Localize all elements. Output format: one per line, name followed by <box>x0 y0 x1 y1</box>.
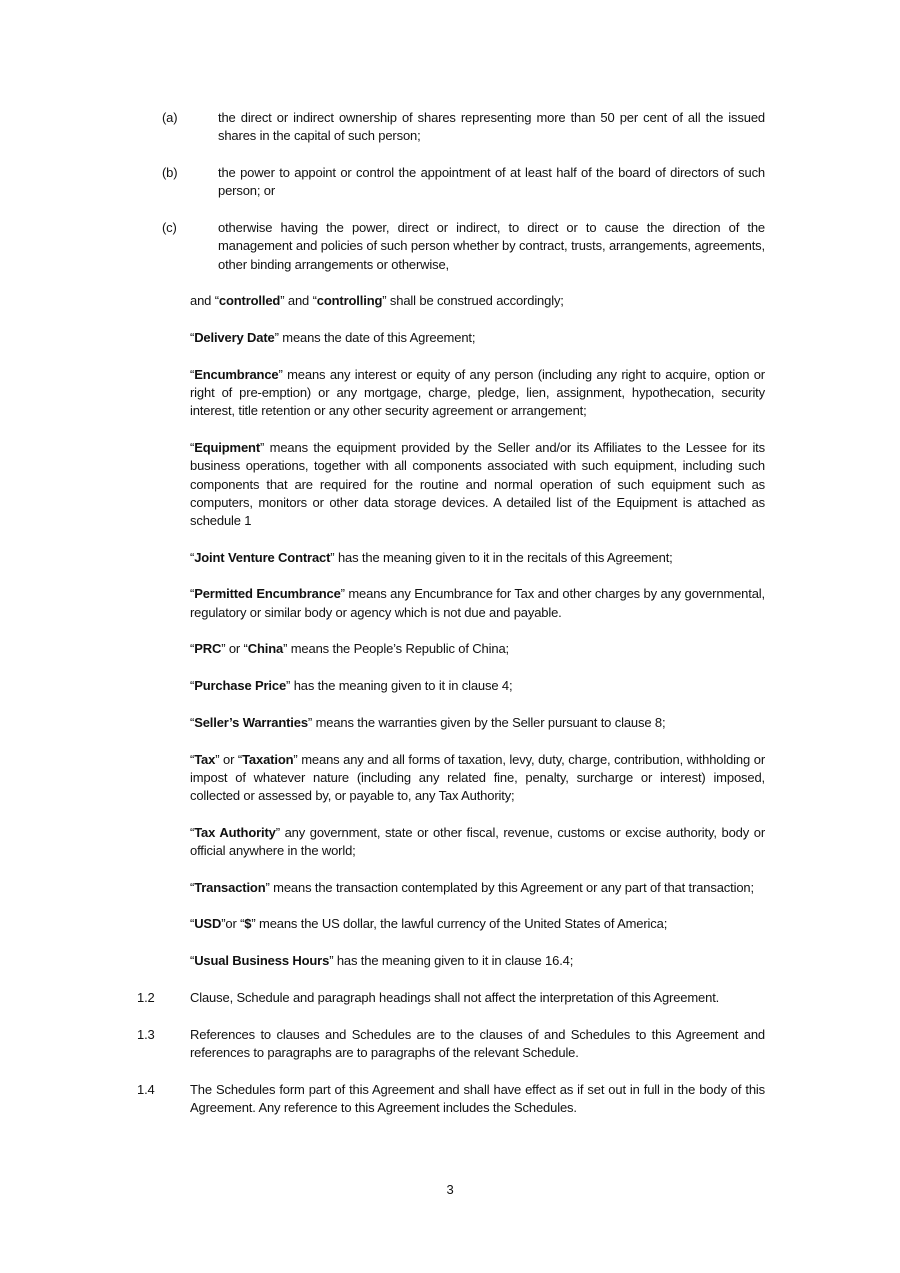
definition <box>190 677 765 695</box>
sub-item <box>162 219 765 274</box>
defined-term: Seller’s Warranties <box>194 714 308 730</box>
definition-text: ” has the meaning given to it in clause 4; <box>286 678 513 694</box>
definition-text: ” or “ <box>221 641 248 657</box>
definition-text: and “ <box>190 293 219 309</box>
sub-item-label: (b) <box>162 164 178 180</box>
defined-term: Tax Authority <box>194 824 276 840</box>
clause-text: References to clauses and Schedules are to the clauses of and Schedules to this Agreement and references to paragraphs are to paragraphs of the relevant Schedule. <box>190 1026 765 1060</box>
defined-term: Encumbrance <box>194 366 279 382</box>
sub-item <box>162 109 765 146</box>
definition <box>190 549 765 567</box>
definition <box>190 640 765 658</box>
definition-text: ” any government, state or other fiscal, revenue, customs or excise authority, body or official anywhere in the world; <box>190 824 765 859</box>
definition-text: ” means the US dollar, the lawful currency of the United States of America; <box>251 916 668 932</box>
definition-text: ” means any Encumbrance for Tax and other charges by any governmental, regulatory or similar body or agency which is not due and payable. <box>190 586 765 620</box>
document-body <box>0 109 900 1136</box>
definition <box>190 824 765 861</box>
definition <box>190 751 765 806</box>
definition-text: “ <box>190 824 195 840</box>
clause-number: 1.3 <box>137 1026 155 1042</box>
definition-text: “ <box>190 641 195 657</box>
definition-text: “ <box>190 879 195 895</box>
definition <box>190 292 765 310</box>
definition <box>190 952 765 970</box>
definition-text: “ <box>190 586 195 602</box>
definition-text: ” means the date of this Agreement; <box>274 329 476 345</box>
sub-item-text: the power to appoint or control the appointment of at least half of the board of directors of such person; or <box>218 164 765 199</box>
sub-item-text: the direct or indirect ownership of shares representing more than 50 per cent of all the issued shares in the capital of such person; <box>218 110 765 144</box>
defined-term: Tax <box>194 751 216 767</box>
clause-number: 1.4 <box>137 1081 155 1097</box>
defined-term: Taxation <box>242 751 294 767</box>
page-number: 3 <box>446 1182 454 1197</box>
definition-text: ” has the meaning given to it in the recitals of this Agreement; <box>330 549 673 565</box>
definition-text: ” and “ <box>280 293 317 309</box>
sub-item-label: (a) <box>162 110 178 125</box>
defined-term: PRC <box>194 641 222 657</box>
definition-text: ” means the warranties given by the Seller pursuant to clause 8; <box>307 714 666 730</box>
definition <box>190 366 765 421</box>
defined-term: controlling <box>316 293 383 309</box>
definition <box>190 915 765 933</box>
definition-text: “ <box>190 329 195 345</box>
definition-text: ” means the equipment provided by the Seller and/or its Affiliates to the Lessee for its business operations, together with all components associated with such equipment, including such components that are required for the routine and normal operation of such equipment such as computers, monitors or other data storage devices. A detailed list of the Equipment is attached as schedule 1 <box>190 439 765 529</box>
clause-number: 1.2 <box>137 989 155 1005</box>
defined-term: Purchase Price <box>194 678 287 694</box>
definition <box>190 439 765 530</box>
definition-text: ” has the meaning given to it in clause 16.4; <box>329 953 574 969</box>
definition <box>190 585 765 622</box>
definition-text: “ <box>190 916 195 932</box>
definition <box>190 329 765 347</box>
definition-text: ” means any and all forms of taxation, levy, duty, charge, contribution, withholding or impost of whatever nature (including any related fine, penalty, surcharge or interest) imposed, collected or assessed by, or payable to, any Tax Authority; <box>190 751 765 804</box>
definition-text: ” means the People’s Republic of China; <box>283 641 509 657</box>
defined-term: China <box>247 641 284 657</box>
definition-text: “ <box>190 953 195 969</box>
defined-term: controlled <box>218 293 281 309</box>
clause-text: Clause, Schedule and paragraph headings shall not affect the interpretation of this Agreement. <box>190 989 720 1005</box>
definition-text: ” shall be construed accordingly; <box>382 293 564 309</box>
defined-term: $ <box>244 916 252 932</box>
sub-item-label: (c) <box>162 219 177 235</box>
sub-item-text: otherwise having the power, direct or indirect, to direct or to cause the direction of the management and policies of such person whether by contract, trusts, arrangements, agreements, other binding arrangements or otherwise, <box>218 219 765 272</box>
clause <box>137 1026 765 1063</box>
clause <box>137 989 765 1007</box>
defined-term: Equipment <box>194 439 261 455</box>
sub-item <box>162 164 765 201</box>
definition-text: ” or “ <box>215 751 243 767</box>
definition-text: “ <box>190 751 195 767</box>
definition <box>190 879 765 897</box>
clause-text: The Schedules form part of this Agreement and shall have effect as if set out in full in the body of this Agreement. Any reference to this Agreement includes the Schedules. <box>190 1081 765 1115</box>
defined-term: Permitted Encumbrance <box>194 586 341 602</box>
definition-text: ”or “ <box>221 916 245 932</box>
definition-text: “ <box>190 678 195 694</box>
defined-term: Delivery Date <box>194 329 275 345</box>
defined-term: Transaction <box>194 879 266 895</box>
definition-text: “ <box>190 366 195 382</box>
defined-term: USD <box>194 916 222 932</box>
definition-text: ” means any interest or equity of any person (including any right to acquire, option or right of pre-emption) or any mortgage, charge, pledge, lien, assignment, hypothecation, security interest, title retention or any other security agreement or arrangement; <box>190 366 765 419</box>
defined-term: Usual Business Hours <box>194 953 330 969</box>
definition <box>190 714 765 732</box>
definition-text: ” means the transaction contemplated by this Agreement or any part of that transaction; <box>265 879 754 895</box>
definition-text: “ <box>190 714 195 730</box>
definition-text: “ <box>190 439 195 455</box>
clause <box>137 1081 765 1118</box>
definition-text: “ <box>190 549 195 565</box>
defined-term: Joint Venture Contract <box>194 549 331 565</box>
